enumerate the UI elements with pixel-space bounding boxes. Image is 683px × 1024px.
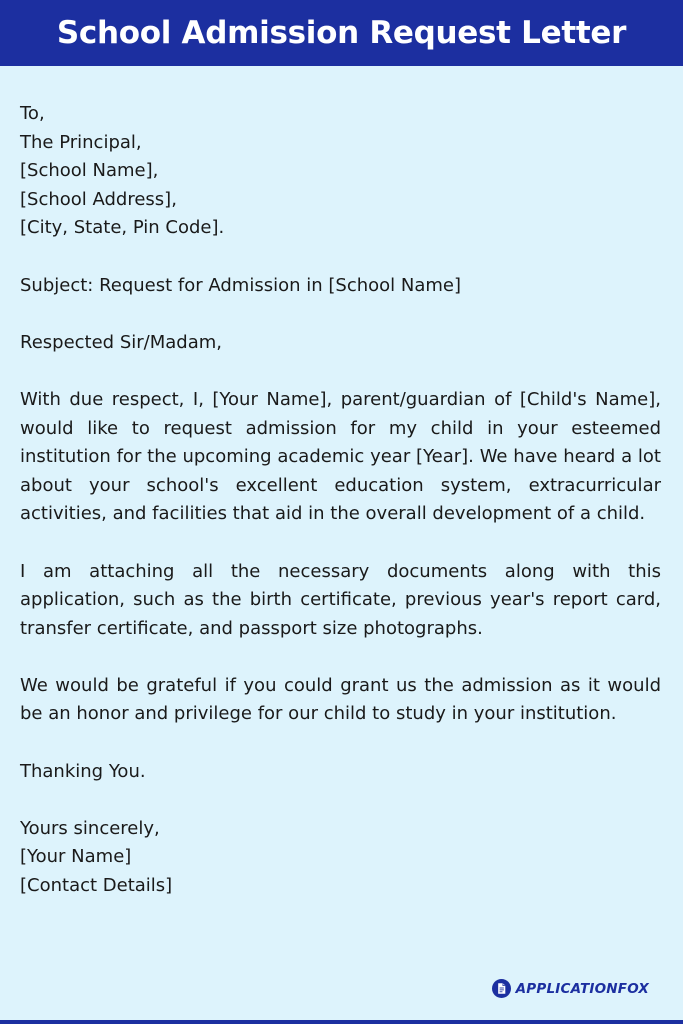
bottom-border (0, 1020, 683, 1024)
body-paragraph: With due respect, I, [Your Name], parent/guardian of [Child's Name], would like to request admission for my child in your esteemed institution for the upcoming academic year [Year]. We have heard a lot about your school's excellent education system, extracurricular activities, and facilities that aid in the overall development of a child. (20, 388, 661, 525)
recipient-line: [City, State, Pin Code]. (20, 217, 225, 239)
salutation: Respected Sir/Madam, (20, 331, 222, 353)
brand-name: APPLICATIONFOX (515, 980, 649, 997)
recipient-line: The Principal, (20, 131, 142, 153)
closing-line: [Contact Details] (20, 875, 173, 897)
recipient-block (20, 100, 661, 243)
header-banner (0, 0, 683, 66)
closing-line: [Your Name] (20, 846, 132, 868)
recipient-line: [School Name], (20, 160, 159, 182)
body-paragraph: We would be grateful if you could grant us the admission as it would be an honor and privilege for our child to study in your institution. (20, 674, 661, 725)
letter-body (20, 100, 661, 929)
recipient-line: To, (20, 103, 45, 124)
document-icon (492, 979, 511, 998)
recipient-line: [School Address], (20, 188, 177, 210)
closing-block (20, 815, 661, 901)
thanks-line: Thanking You. (20, 760, 146, 782)
closing-line: Yours sincerely, (20, 817, 160, 839)
brand-logo (492, 979, 649, 998)
body-paragraph: I am attaching all the necessary documents along with this application, such as the birth certificate, previous year's report card, transfer certificate, and passport size photographs. (20, 560, 661, 639)
page-title: School Admission Request Letter (56, 15, 627, 51)
subject-line: Subject: Request for Admission in [School Name] (20, 274, 461, 296)
